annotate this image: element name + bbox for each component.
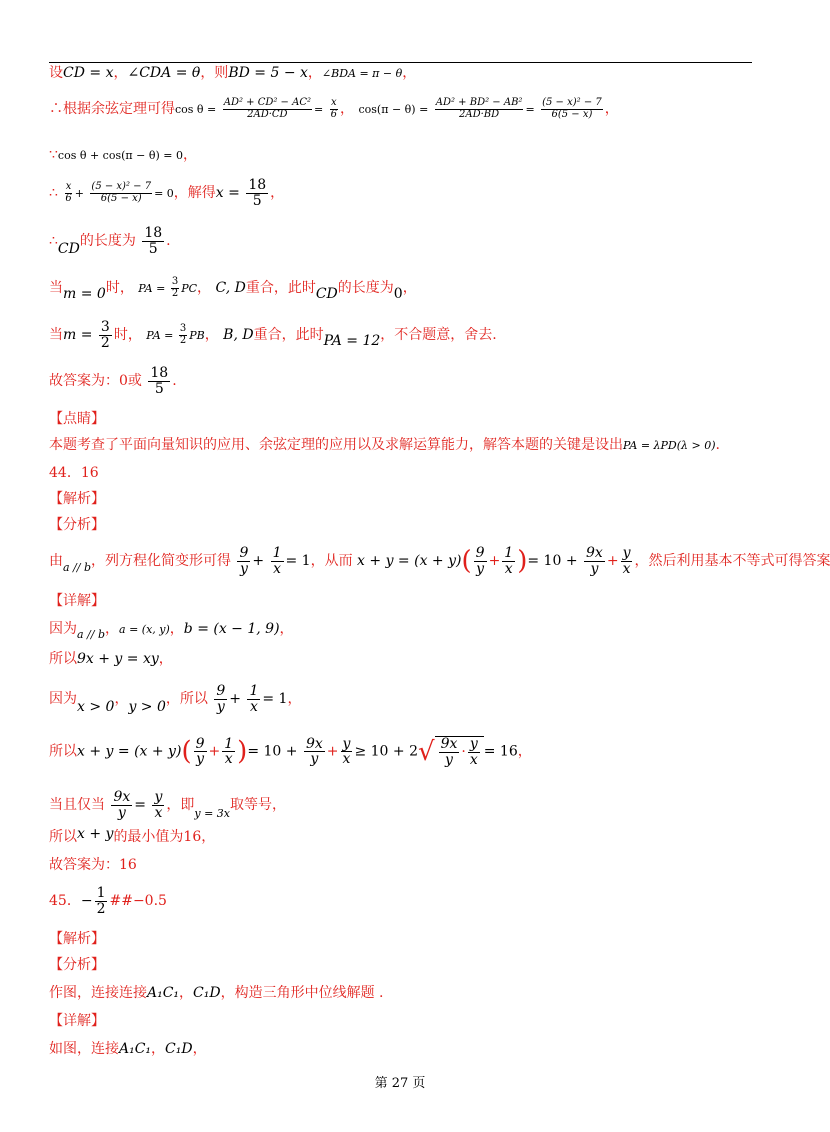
text: 故答案为：16 xyxy=(49,857,137,873)
denominator: y xyxy=(239,560,248,577)
math: PB xyxy=(189,329,205,343)
numerator: 9 xyxy=(475,545,485,561)
math: x + y xyxy=(77,826,114,842)
numerator: x xyxy=(65,181,72,193)
text: 取等号， xyxy=(230,797,287,814)
text: 因为 xyxy=(49,691,77,708)
text: ∵ xyxy=(49,147,58,163)
math: PA = xyxy=(138,282,169,295)
fraction xyxy=(171,277,179,299)
line-solve xyxy=(49,178,284,208)
fraction xyxy=(435,98,524,120)
fraction xyxy=(194,737,207,767)
math: = 1 xyxy=(285,553,311,570)
text: ， xyxy=(105,621,120,637)
denominator: 2 xyxy=(179,334,187,346)
denominator: 5 xyxy=(252,192,262,209)
math: PC xyxy=(181,282,198,295)
denominator: x xyxy=(469,751,478,768)
numerator: 3 xyxy=(100,319,110,335)
math: = xyxy=(525,103,535,116)
fraction xyxy=(247,684,260,714)
line-because-parallel xyxy=(49,621,294,641)
numerator: 9x xyxy=(586,545,603,561)
denominator: y xyxy=(196,751,205,768)
text: ， xyxy=(204,327,219,344)
line-equality-condition xyxy=(49,790,286,820)
numerator: 18 xyxy=(144,225,163,241)
math: = 10 + xyxy=(527,553,578,570)
denominator: x xyxy=(504,560,513,577)
math: x + y = (x + y) xyxy=(357,553,462,570)
numerator: 9x xyxy=(305,735,323,752)
denominator: x xyxy=(622,560,631,577)
text: 当 xyxy=(49,280,63,296)
fraction xyxy=(541,98,603,120)
text: 当 xyxy=(49,327,63,344)
fraction xyxy=(64,182,72,204)
math: b = (x − 1, 9) xyxy=(183,621,280,637)
numerator: (5 − x)² − 7 xyxy=(91,181,152,193)
denominator: 2AD·BD xyxy=(459,108,500,120)
math: BD = 5 − x xyxy=(228,65,308,81)
math: + xyxy=(74,187,84,201)
math: PA = xyxy=(146,329,177,343)
text: 如图，连接 xyxy=(49,1041,119,1057)
math: C₁D xyxy=(193,985,221,1001)
math: m = xyxy=(63,327,93,344)
denominator: y xyxy=(590,560,599,577)
text: 由 xyxy=(49,553,63,570)
numerator: x xyxy=(331,97,337,108)
fraction xyxy=(271,546,284,576)
math: = 16 xyxy=(483,743,518,760)
denominator: x xyxy=(154,804,163,821)
math: 0 xyxy=(393,286,403,302)
math: CD xyxy=(57,241,80,258)
fraction xyxy=(90,182,152,204)
math: ∠CDA = θ xyxy=(127,65,201,81)
numerator: AD² + CD² − AC² xyxy=(223,97,311,108)
denominator: y xyxy=(117,804,126,821)
math: PA = λPD xyxy=(623,439,677,452)
text: 【详解】 xyxy=(49,1013,105,1029)
text: ，不合题意，舍去. xyxy=(380,327,497,344)
text: ，列方程化简变形可得 xyxy=(91,553,232,570)
math: = 10 + xyxy=(247,743,298,760)
math: m = 0 xyxy=(63,286,106,302)
math: x > 0 xyxy=(77,699,115,716)
text: 时， xyxy=(105,280,134,296)
text: 重合，此时 xyxy=(245,280,316,296)
fraction xyxy=(439,737,460,767)
math: ∠BDA = π − θ xyxy=(321,67,403,80)
fraction xyxy=(142,226,164,256)
denominator: x xyxy=(273,560,281,577)
section-jiexi xyxy=(49,492,105,506)
denominator: 6(5 − x) xyxy=(551,108,593,120)
math: + xyxy=(252,553,265,570)
numerator: y xyxy=(154,789,163,805)
line-answer-43 xyxy=(49,366,177,396)
text: ， xyxy=(158,651,173,667)
text: ， xyxy=(279,621,294,637)
text: ∴ xyxy=(49,233,58,250)
denominator: x xyxy=(224,751,233,768)
numerator: 1 xyxy=(249,683,259,699)
math: a // b xyxy=(77,628,106,641)
text: ， xyxy=(402,65,417,81)
text: 因为 xyxy=(49,621,77,637)
math: A₁C₁ xyxy=(119,1041,152,1057)
math: = xyxy=(134,797,146,814)
numerator: AD² + BD² − AB² xyxy=(435,97,523,108)
denominator: 2 xyxy=(96,900,106,917)
line-inequality: 所以x + y = (x + y)( $\frac{9}{y}$ + $\frac{1}{x}$ )= 10 + $\frac{9x}{y}$ + $\frac{y}{x}$ ≥ 10 + 2 √ $\frac{9x}{y}$ · $\frac{y}{x}$ = 16， xyxy=(49,735,532,768)
header-rule xyxy=(49,62,752,63)
question-44-answer xyxy=(49,466,99,480)
line-equation xyxy=(49,652,173,666)
section-fenxi xyxy=(49,518,105,532)
text: 【详解】 xyxy=(49,593,105,609)
denominator: 6 xyxy=(330,108,338,120)
fraction xyxy=(341,737,353,767)
line-analysis-44: 由$_{a // b}$，列方程化简变形可得 $\frac{9}{y}$ + $\frac{1}{x}$ = 1，从而 x + y = (x + y)( $\frac{9}{y}$ + $\frac{1}{x}$ )= 10 + $\frac{9x}{y}$ + $\frac{y}{x}$ ，然后利用基本不等式可得答案 xyxy=(49,545,830,577)
text: 所以 xyxy=(49,743,77,760)
section-fenxi-45 xyxy=(49,958,105,972)
text: ， xyxy=(517,743,532,760)
text: 【分析】 xyxy=(49,517,105,533)
numerator: 9x xyxy=(440,736,458,752)
math: cos(π − θ) = xyxy=(358,103,429,116)
math: A₁C₁ xyxy=(147,985,180,1001)
page-number: 第 27 页 xyxy=(374,1076,426,1091)
text: 的长度为 xyxy=(79,233,136,250)
numerator: 9 xyxy=(195,735,205,752)
section-jiexi-45 xyxy=(49,932,105,946)
fraction xyxy=(584,546,605,576)
text: ， xyxy=(270,185,285,202)
text: 本题考查了平面向量知识的应用、余弦定理的应用以及求解运算能力，解答本题的关键是设出 xyxy=(49,437,623,453)
fraction xyxy=(179,324,187,346)
text: ，从而 xyxy=(310,553,353,570)
line-cd-length xyxy=(49,226,171,256)
section-xiangjie xyxy=(49,594,105,608)
text: 当且仅当 xyxy=(49,797,105,814)
math: cos θ = xyxy=(175,103,217,116)
fraction xyxy=(111,790,132,820)
text: ， xyxy=(182,147,197,163)
math: ≥ 10 + 2 xyxy=(354,743,418,760)
fraction xyxy=(214,684,227,714)
fraction xyxy=(223,98,312,120)
text: ， xyxy=(197,280,212,296)
denominator: 6 xyxy=(65,192,72,204)
text: 【分析】 xyxy=(49,957,105,973)
numerator: 9 xyxy=(239,545,249,561)
text: ，解得 xyxy=(173,185,216,202)
math: CD xyxy=(315,286,338,302)
fraction xyxy=(237,546,250,576)
math: = 0 xyxy=(154,187,174,201)
fraction xyxy=(222,737,235,767)
line-setup xyxy=(49,66,416,80)
fraction xyxy=(99,320,112,350)
text: 【解析】 xyxy=(49,931,105,947)
line-dianjing-text xyxy=(49,438,720,452)
denominator: 2 xyxy=(171,287,179,299)
text: ， xyxy=(287,691,302,708)
math: y = 3x xyxy=(194,807,231,821)
text: ∴ xyxy=(49,185,58,202)
text: ， xyxy=(402,280,417,296)
numerator: 1 xyxy=(96,885,106,901)
fraction xyxy=(474,546,487,576)
numerator: 1 xyxy=(504,545,514,561)
fraction xyxy=(468,737,480,767)
text: ， xyxy=(179,985,194,1001)
text: ，所以 xyxy=(165,691,208,708)
text: 【解析】 xyxy=(49,491,105,507)
text: ， xyxy=(604,101,619,117)
fraction xyxy=(95,886,108,916)
denominator: 2AD·CD xyxy=(247,108,288,120)
fraction xyxy=(502,546,515,576)
math: C₁D xyxy=(165,1041,193,1057)
text: . xyxy=(166,233,171,250)
section-xiangjie-45 xyxy=(49,1014,105,1028)
text: . xyxy=(715,437,720,453)
denominator: 6(5 − x) xyxy=(100,192,142,204)
text: ，则 xyxy=(200,65,229,81)
denominator: 5 xyxy=(154,380,164,397)
math: 9x + y = xy xyxy=(77,651,159,667)
math: y > 0 xyxy=(128,699,166,716)
denominator: y xyxy=(476,560,485,577)
text: 作图，连接连接 xyxy=(49,985,147,1001)
math: + xyxy=(229,691,241,708)
denominator: x xyxy=(342,751,351,768)
numerator: y xyxy=(469,736,478,752)
line-case-m32 xyxy=(49,320,497,350)
line-cosine-law xyxy=(49,98,619,120)
line-because xyxy=(49,148,197,162)
text: ， xyxy=(340,101,355,117)
math: B, D xyxy=(223,327,254,344)
text: ， xyxy=(192,1041,207,1057)
denominator: 2 xyxy=(100,334,110,351)
numerator: 3 xyxy=(171,276,179,287)
denominator: 5 xyxy=(148,240,158,257)
text: 重合，此时 xyxy=(253,327,324,344)
fraction xyxy=(148,366,170,396)
text: ， xyxy=(151,1041,166,1057)
numerator: 18 xyxy=(248,177,267,193)
text: ##−0.5 xyxy=(109,893,167,910)
math: x = xyxy=(215,185,240,202)
text: ， xyxy=(307,65,322,81)
text: ，然后利用基本不等式可得答案 xyxy=(634,553,830,570)
numerator: 1 xyxy=(272,545,282,561)
text: ，构造三角形中位线解题 . xyxy=(220,985,384,1001)
question-45-answer: 45．− $\frac{1}{2}$ ##−0.5 xyxy=(49,885,167,917)
text: 时， xyxy=(113,327,142,344)
math: x + y = (x + y) xyxy=(77,743,182,760)
numerator: 1 xyxy=(224,735,234,752)
math: = xyxy=(314,103,324,116)
line-connect xyxy=(49,1042,207,1056)
line-answer-44 xyxy=(49,858,137,872)
line-because-positive xyxy=(49,684,301,714)
line-case-m0 xyxy=(49,276,417,302)
text: 45． xyxy=(49,893,81,910)
fraction xyxy=(246,178,268,208)
math: (λ > 0) xyxy=(676,439,716,452)
math: a = (x, y) xyxy=(119,623,170,636)
denominator: y xyxy=(310,751,319,768)
math: cos θ + cos(π − θ) = 0 xyxy=(57,149,183,162)
fraction xyxy=(330,98,338,120)
math: a // b xyxy=(63,561,92,575)
math: CD = x xyxy=(63,65,114,81)
text: 故答案为：0或 xyxy=(49,373,142,390)
text: ， xyxy=(113,65,128,81)
text: 【点睛】 xyxy=(49,411,105,427)
line-minimum xyxy=(49,826,216,845)
numerator: 18 xyxy=(150,365,169,381)
fraction xyxy=(304,737,325,767)
denominator: y xyxy=(445,751,453,768)
square-root: √ $\frac{9x}{y}$ · $\frac{y}{x}$ xyxy=(418,736,484,767)
text: ， xyxy=(114,691,129,708)
denominator: x xyxy=(249,698,258,715)
line-analysis-45 xyxy=(49,986,384,1000)
text: ， xyxy=(169,621,184,637)
text: 所以 xyxy=(49,651,77,667)
numerator: 9 xyxy=(216,683,226,699)
text: ，即 xyxy=(166,797,195,814)
numerator: 9x xyxy=(113,789,131,805)
numerator: 3 xyxy=(179,323,187,335)
numerator: y xyxy=(622,545,631,561)
denominator: y xyxy=(216,698,225,715)
fraction xyxy=(621,546,633,576)
section-dianjing xyxy=(49,412,105,426)
text: 设 xyxy=(49,65,63,81)
numerator: y xyxy=(342,735,351,752)
text: 的长度为 xyxy=(337,280,394,296)
math: C, D xyxy=(215,280,246,296)
math: = 1 xyxy=(262,691,288,708)
math: PA = 12 xyxy=(323,333,381,350)
fraction xyxy=(152,790,164,820)
text: 的最小值为16， xyxy=(113,829,216,845)
text: 44．16 xyxy=(49,465,99,481)
text: 所以 xyxy=(49,829,77,845)
text: ∴根据余弦定理可得 xyxy=(49,101,175,117)
text: . xyxy=(172,373,177,390)
numerator: (5 − x)² − 7 xyxy=(542,97,602,108)
